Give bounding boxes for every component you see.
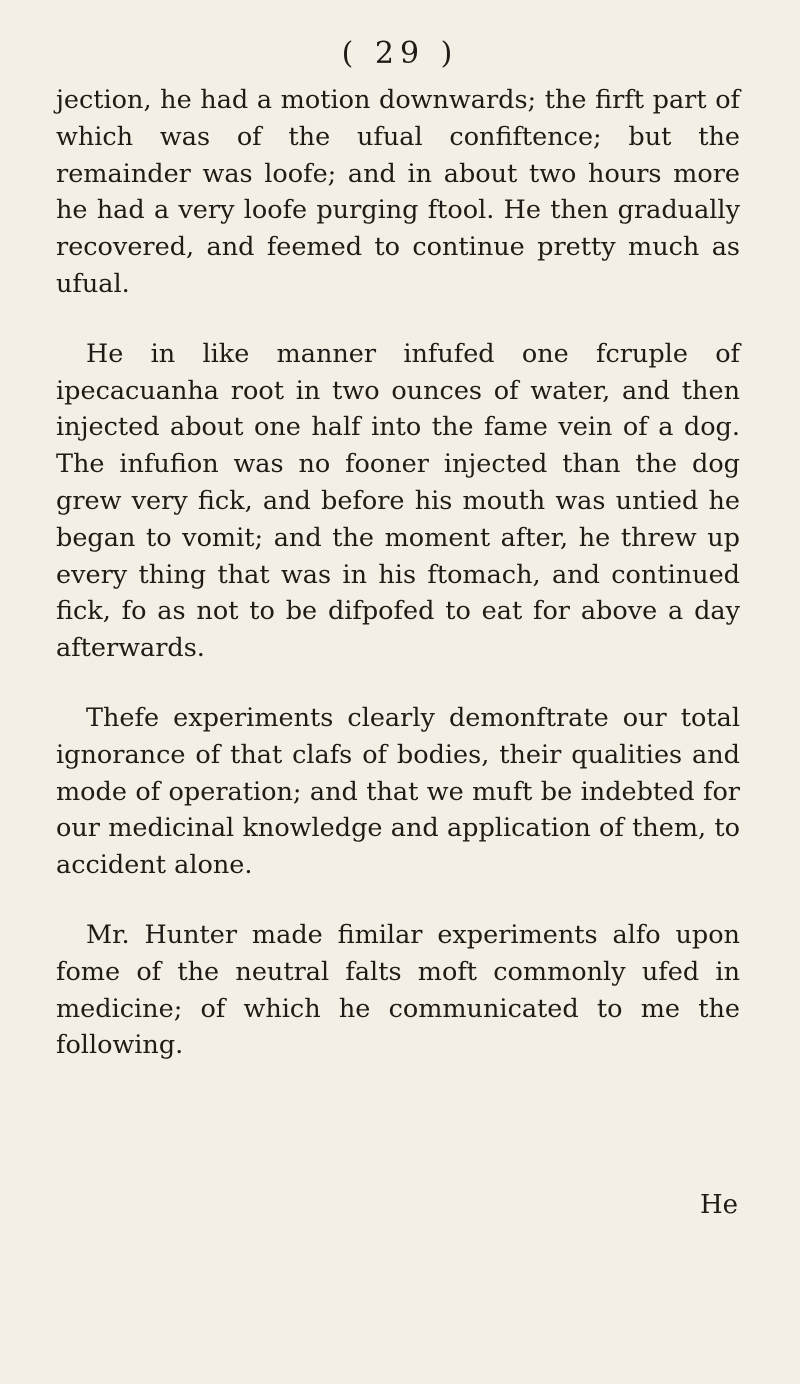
- paragraph: jection, he had a motion downwards; the firft part of which was of the ufual confiftence; but the remainder was loofe; and in about two hours more he had a very loofe purging ftool. He then gradually recovered, and feemed to continue pretty much as ufual.: [56, 85, 740, 299]
- paragraph: He in like manner infufed one fcruple of ipecacuanha root in two ounces of water, and then injected about one half into the fame vein of a dog. The infufion was no fooner injected than the dog grew very fick, and before his mouth was untied he began to vomit; and the moment after, he threw up every thing that was in his ftomach, and continued fick, fo as not to be difpofed to eat for above a day afterwards.: [56, 338, 740, 664]
- catchword: He: [699, 1190, 738, 1220]
- body-text: [56, 82, 740, 1097]
- paragraph: Thefe experiments clearly demonftrate our total ignorance of that clafs of bodies, their qualities and mode of operation; and that we muft be indebted for our medicinal knowledge and application of them, to accident alone.: [56, 702, 740, 881]
- paragraph: Mr. Hunter made fimilar experiments alfo upon fome of the neutral falts moft commonly ufed in medicine; of which he communicated to me the following.: [56, 919, 740, 1061]
- page-number: ( 29 ): [341, 36, 459, 71]
